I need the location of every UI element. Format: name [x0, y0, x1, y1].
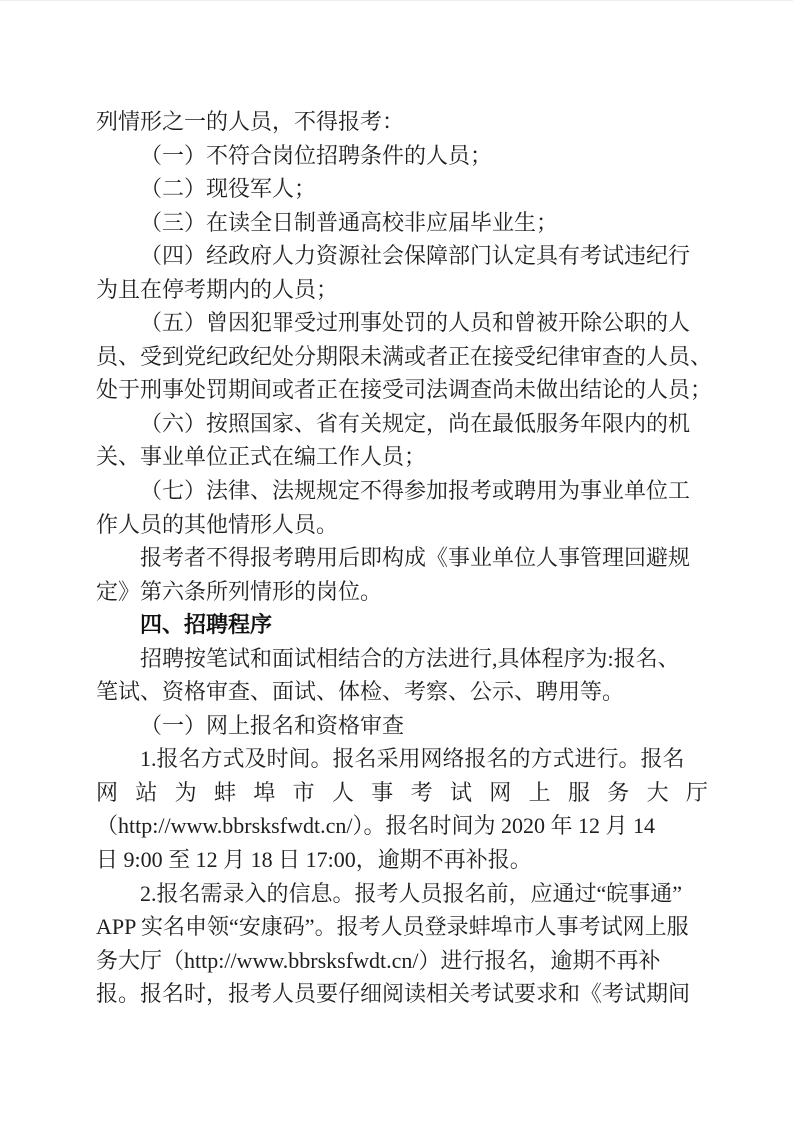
- text-line: 作人员的其他情形人员。: [96, 511, 339, 537]
- text-line: [96, 776, 708, 810]
- spread-char: 务: [607, 779, 630, 805]
- spread-char: 为: [174, 779, 197, 805]
- spread-char: 服: [567, 779, 590, 805]
- spread-char: 厅: [685, 779, 708, 805]
- text-line: 员、受到党纪政纪处分期限未满或者正在接受纪律审查的人员、: [96, 343, 713, 369]
- text-line: APP 实名申领“安康码”。报考人员登录蚌埠市人事考试网上服: [96, 914, 689, 940]
- text-line: （六）按照国家、省有关规定，尚在最低服务年限内的机: [140, 410, 691, 436]
- spread-char: 网: [489, 779, 512, 805]
- text-line: 定》第六条所列情形的岗位。: [96, 578, 383, 604]
- text-line: （七）法律、法规规定不得参加报考或聘用为事业单位工: [140, 478, 691, 504]
- text-line: （三）在读全日制普通高校非应届毕业生；: [140, 209, 559, 235]
- spread-char: 上: [528, 779, 551, 805]
- text-line: 报考者不得报考聘用后即构成《事业单位人事管理回避规: [140, 545, 691, 571]
- text-line: 2.报名需录入的信息。报考人员报名前，应通过“皖事通”: [140, 880, 683, 906]
- document-body: [96, 105, 713, 1011]
- spread-char: 埠: [253, 779, 276, 805]
- text-line: 招聘按笔试和面试相结合的方法进行,具体程序为:报名、: [140, 645, 680, 671]
- text-line: （四）经政府人力资源社会保障部门认定具有考试违纪行: [140, 243, 691, 269]
- section-heading: 四、招聘程序: [140, 612, 273, 638]
- spread-char: 站: [135, 779, 158, 805]
- text-line: （http://www.bbrsksfwdt.cn/）。报名时间为 2020 年 12 月 14: [96, 813, 655, 839]
- text-line: （二）现役军人；: [140, 176, 317, 202]
- text-line: （五）曾因犯罪受过刑事处罚的人员和曾被开除公职的人: [140, 310, 691, 336]
- spread-char: 事: [371, 779, 394, 805]
- text-line: （一）不符合岗位招聘条件的人员；: [140, 142, 493, 168]
- text-line: （一）网上报名和资格审查: [140, 712, 405, 738]
- spread-char: 考: [410, 779, 433, 805]
- text-line: 报。报名时，报考人员要仔细阅读相关考试要求和《考试期间: [96, 981, 691, 1007]
- text-line: 处于刑事处罚期间或者正在接受司法调查尚未做出结论的人员；: [96, 377, 713, 403]
- text-line: 日 9:00 至 12 月 18 日 17:00，逾期不再补报。: [96, 847, 532, 873]
- text-line: 关、事业单位正式在编工作人员；: [96, 444, 427, 470]
- spread-char: 试: [449, 779, 472, 805]
- spread-char: 网: [96, 779, 119, 805]
- spread-char: 蚌: [213, 779, 236, 805]
- text-line: 列情形之一的人员，不得报考：: [96, 109, 405, 134]
- text-line: 笔试、资格审查、面试、体检、考察、公示、聘用等。: [96, 679, 625, 705]
- spread-char: 大: [646, 779, 669, 805]
- spread-char: 市: [292, 779, 315, 805]
- text-line: 务大厅（http://www.bbrsksfwdt.cn/）进行报名，逾期不再补: [96, 947, 661, 973]
- text-line: 为且在停考期内的人员；: [96, 276, 339, 302]
- text-line: 1.报名方式及时间。报名采用网络报名的方式进行。报名: [140, 746, 685, 772]
- spread-char: 人: [331, 779, 354, 805]
